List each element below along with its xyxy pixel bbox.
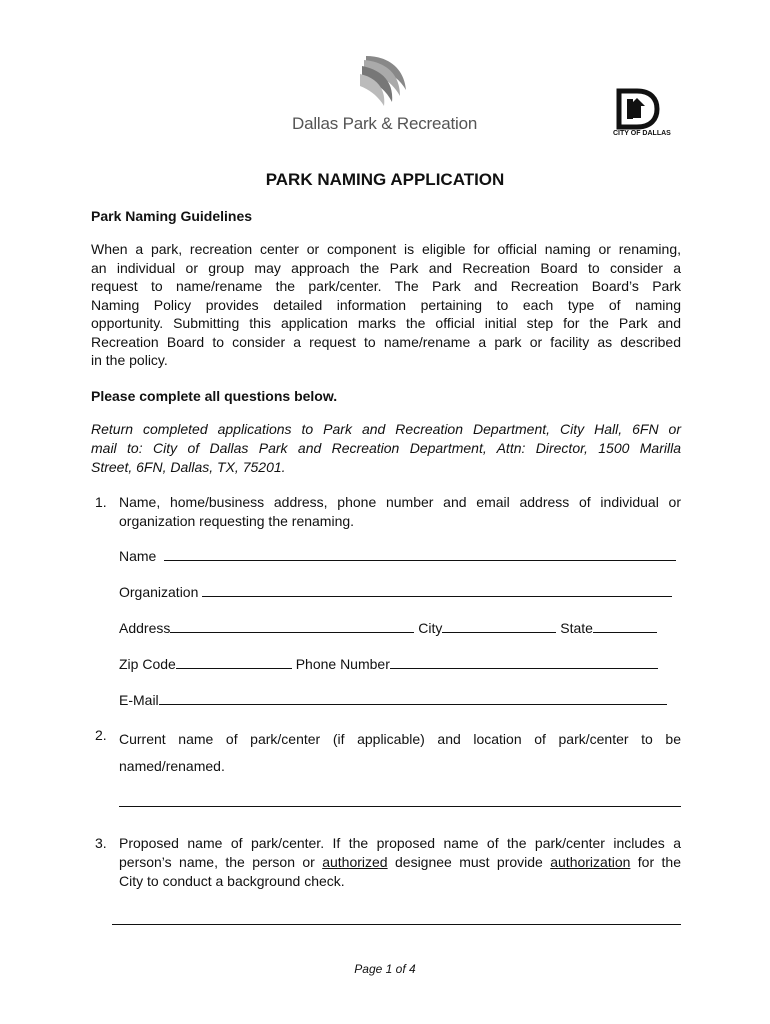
email-row	[119, 691, 679, 708]
underlined-authorized: authorized	[322, 854, 388, 870]
city-caption: CITY OF DALLAS	[613, 130, 671, 137]
swoosh-logo-icon	[288, 50, 488, 120]
paragraph-line: When a park, recreation center or component is eligible for official naming or renaming,	[91, 241, 681, 257]
text-segment: designee must provide	[387, 854, 551, 870]
dallas-d-icon	[615, 88, 661, 130]
question-2	[91, 726, 681, 772]
zip-label: Zip Code	[119, 656, 176, 672]
guidelines-paragraph	[91, 240, 681, 370]
paragraph-line: in the policy.	[91, 352, 168, 368]
name-label: Name	[119, 548, 157, 564]
email-label: E-Mail	[119, 692, 159, 708]
text-segment: for the	[630, 854, 681, 870]
state-label: State	[560, 620, 593, 636]
phone-field[interactable]	[390, 655, 658, 669]
current-name-answer-line[interactable]	[119, 806, 681, 807]
org-name: Dallas Park & Recreation	[292, 114, 478, 133]
organization-row	[119, 583, 679, 600]
question-number: 2.	[95, 727, 107, 743]
question-text: City to conduct a background check.	[119, 873, 345, 889]
question-text-line-2	[119, 853, 681, 872]
question-1	[91, 493, 681, 533]
question-text: Name, home/business address, phone number and email address of individual or	[119, 494, 681, 510]
city-label: City	[418, 620, 443, 636]
return-line: Street, 6FN, Dallas, TX, 75201.	[91, 459, 286, 475]
paragraph-line: request to name/rename the park/center. The Park and Recreation Board’s Park	[91, 278, 681, 294]
organization-label: Organization	[119, 584, 199, 600]
question-text: Current name of park/center (if applicable) and location of park/center to be	[119, 731, 681, 747]
name-field[interactable]	[164, 547, 676, 561]
question-text: Proposed name of park/center. If the proposed name of the park/center includes a	[119, 835, 681, 851]
address-label: Address	[119, 620, 171, 636]
name-row	[119, 547, 679, 564]
zip-phone-row	[119, 655, 679, 672]
guidelines-heading: Park Naming Guidelines	[91, 208, 253, 224]
paragraph-line: Naming Policy provides detailed information pertaining to each type of naming	[91, 296, 681, 313]
question-number: 3.	[95, 835, 107, 851]
zip-field[interactable]	[176, 655, 292, 669]
proposed-name-answer-line[interactable]	[112, 924, 681, 925]
city-field[interactable]	[442, 619, 556, 633]
paragraph-line: an individual or group may approach the Park and Recreation Board to consider a	[91, 259, 681, 276]
organization-field[interactable]	[202, 583, 672, 597]
underlined-authorization: authorization	[550, 854, 631, 870]
address-field[interactable]	[170, 619, 414, 633]
page-number: Page 1 of 4	[354, 962, 416, 976]
question-number: 1.	[95, 494, 107, 510]
address-row	[119, 619, 679, 636]
return-line: Return completed applications to Park and Recreation Department, City Hall, 6FN or	[91, 421, 681, 437]
text-segment: person’s name, the person or	[119, 854, 323, 870]
question-text: named/renamed.	[119, 758, 225, 774]
return-line: mail to: City of Dallas Park and Recreation Department, Attn: Director, 1500 Marilla	[91, 440, 681, 456]
phone-label: Phone Number	[295, 656, 390, 672]
return-info	[91, 420, 681, 477]
page-title: PARK NAMING APPLICATION	[265, 170, 505, 189]
email-field[interactable]	[159, 691, 667, 705]
state-field[interactable]	[593, 619, 657, 633]
question-3	[91, 834, 681, 894]
question-text: organization requesting the renaming.	[119, 513, 355, 529]
paragraph-line: Recreation Board to consider a request to name/rename a park or facility as described	[91, 333, 681, 350]
paragraph-line: opportunity. Submitting this application marks the official initial step for the Park and	[91, 315, 681, 331]
instruction-text: Please complete all questions below.	[91, 388, 338, 404]
